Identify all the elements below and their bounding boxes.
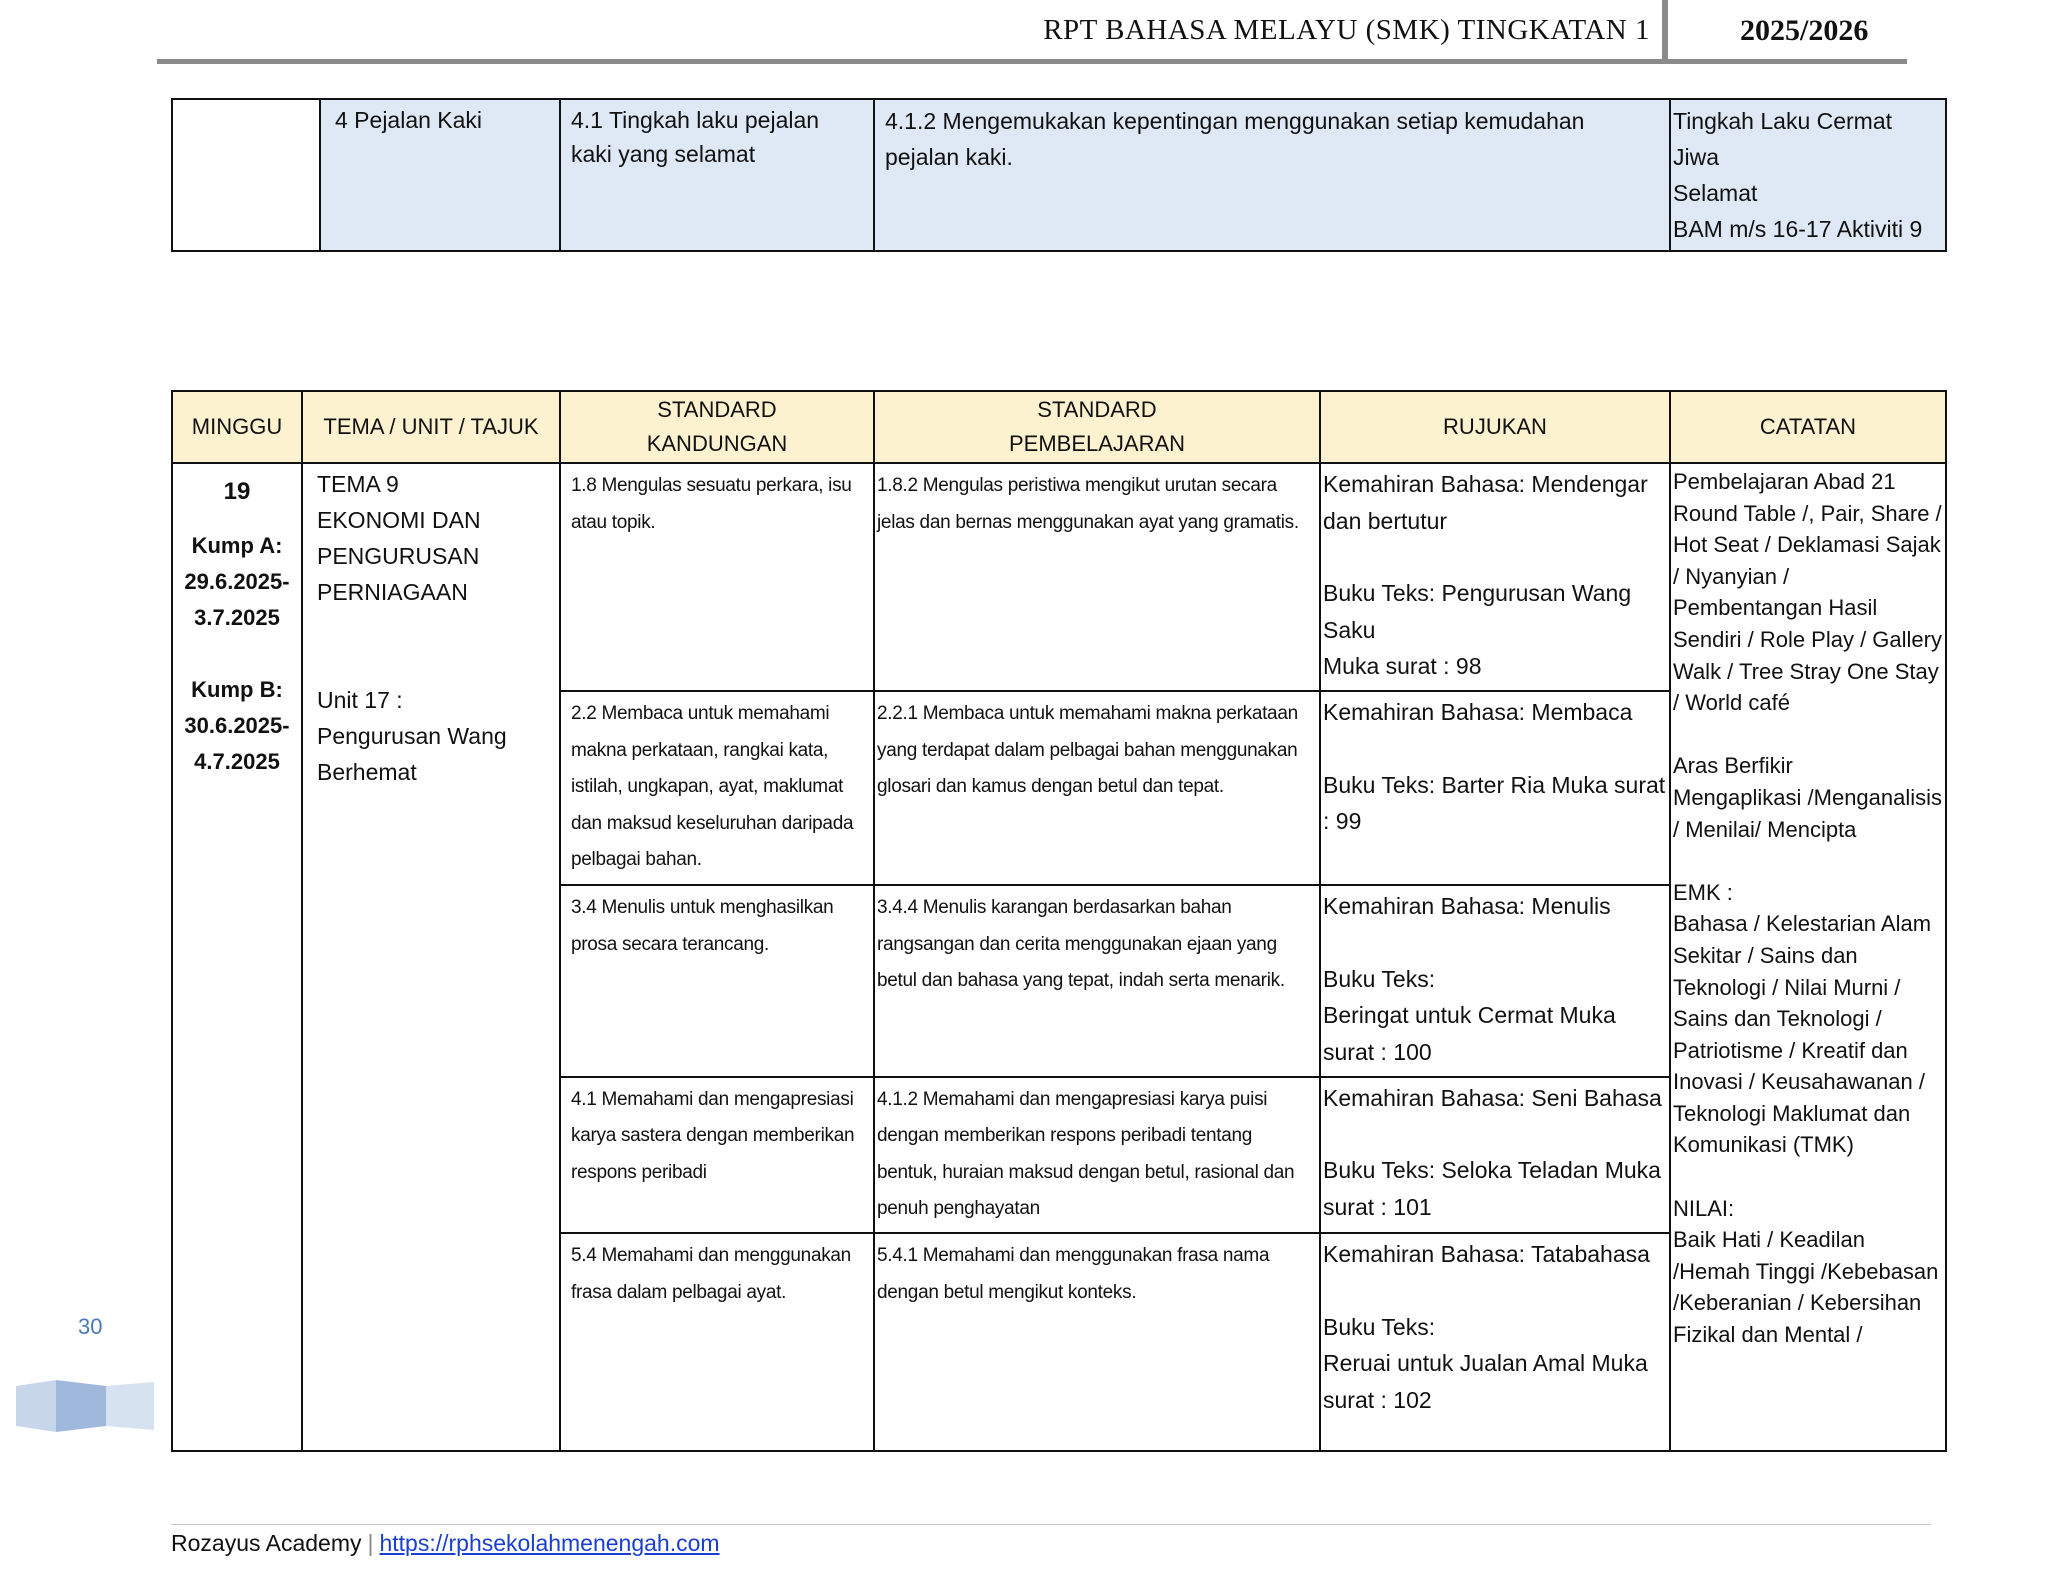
sp-cell: 2.2.1 Membaca untuk memahami makna perkataan yang terdapat dalam pelbagai bahan menggunakan glosari dan kamus dengan betul dan tepat. [874, 691, 1320, 885]
sk-cell: 1.8 Mengulas sesuatu perkara, isu atau topik. [560, 463, 874, 691]
col-header-sk-line2: KANDUNGAN [646, 431, 788, 456]
tajuk-cell: 4 Pejalan Kaki [320, 99, 560, 251]
catatan-line: Tingkah Laku Cermat Jiwa [1673, 108, 1893, 170]
pab-list: Round Table /, Pair, Share / Hot Seat / Deklamasi Sajak / Nyanyian / Pembentangan Hasil Sendiri / Role Play / Gallery Walk / Tree Stray One Stay / World café [1673, 500, 1942, 716]
header-separator [1662, 0, 1668, 62]
unit-title: Pengurusan Wang [317, 723, 507, 749]
nilai-title: NILAI: [1673, 1195, 1735, 1221]
rujukan-cell [1320, 1077, 1670, 1234]
col-header-tema: TEMA / UNIT / TAJUK [302, 391, 560, 463]
sp-cell: 4.1.2 Mengemukakan kepentingan menggunakan setiap kemudahan pejalan kaki. [874, 99, 1670, 251]
catatan-cell [1670, 463, 1946, 1451]
rujukan-kemahiran: Kemahiran Bahasa: Tatabahasa [1323, 1241, 1650, 1268]
sk-cell: 4.1 Tingkah laku pejalan kaki yang selamat [560, 99, 874, 251]
catatan-line: BAM m/s 16-17 Aktiviti 9 [1673, 216, 1923, 242]
footer-separator: | [367, 1530, 374, 1556]
col-header-minggu: MINGGU [172, 391, 302, 463]
sk-cell: 3.4 Menulis untuk menghasilkan prosa secara terancang. [560, 885, 874, 1076]
lesson-plan-table [171, 390, 1947, 1452]
unit-title: Berhemat [317, 759, 417, 785]
sk-cell: 5.4 Memahami dan menggunakan frasa dalam pelbagai ayat. [560, 1233, 874, 1451]
week-number: 19 [223, 478, 251, 505]
sp-cell: 4.1.2 Memahami dan mengapresiasi karya puisi dengan memberikan respons peribadi tentang bentuk, huraian maksud dengan betul, rasional dan penuh penghayatan [874, 1077, 1320, 1234]
col-header-sk-line1: STANDARD [657, 397, 777, 422]
catatan-cell [1670, 99, 1946, 251]
minggu-cell-empty [172, 99, 320, 251]
minggu-cell [172, 463, 302, 1451]
aras-title: Aras Berfikir [1673, 753, 1793, 779]
unit-label: Unit 17 : [317, 687, 403, 713]
rujukan-cell [1320, 885, 1670, 1076]
tema-cell [302, 463, 560, 1451]
tema-line: EKONOMI DAN [317, 507, 481, 533]
continuation-table [171, 98, 1947, 252]
footer-brand: Rozayus Academy [171, 1530, 362, 1556]
sp-cell: 3.4.4 Menulis karangan berdasarkan bahan rangsangan dan cerita menggunakan ejaan yang betul dan bahasa yang tepat, indah serta menarik. [874, 885, 1320, 1076]
footer-rule [171, 1524, 1931, 1525]
nilai-list: Baik Hati / Keadilan /Hemah Tinggi /Kebebasan /Keberanian / Kebersihan Fizikal dan Mental / [1673, 1227, 1939, 1348]
table-row [172, 463, 1946, 691]
footer [171, 1530, 720, 1557]
kump-a-date-start: 29.6.2025- [184, 569, 290, 594]
col-header-rujukan: RUJUKAN [1320, 391, 1670, 463]
kump-b-date-start: 30.6.2025- [184, 713, 290, 738]
document-title: RPT BAHASA MELAYU (SMK) TINGKATAN 1 [1043, 14, 1650, 46]
sp-cell: 1.8.2 Mengulas peristiwa mengikut urutan secara jelas dan bernas menggunakan ayat yang gramatis. [874, 463, 1320, 691]
footer-link[interactable]: https://rphsekolahmenengah.com [379, 1530, 720, 1556]
page-corner-decoration [16, 1376, 154, 1436]
tema-line: PERNIAGAAN [317, 579, 468, 605]
sp-cell: 5.4.1 Memahami dan menggunakan frasa nama dengan betul mengikut konteks. [874, 1233, 1320, 1451]
sk-cell: 2.2 Membaca untuk memahami makna perkataan, rangkai kata, istilah, ungkapan, ayat, maklumat dan maksud keseluruhan daripada pelbagai bahan. [560, 691, 874, 885]
rujukan-cell [1320, 463, 1670, 691]
header-row [172, 391, 1946, 463]
col-header-sp-line1: STANDARD [1037, 397, 1157, 422]
kump-a-label: Kump A: [191, 533, 283, 558]
rujukan-cell [1320, 1233, 1670, 1451]
col-header-sk [560, 391, 874, 463]
rujukan-muka: Reruai untuk Jualan Amal Muka surat : 102 [1323, 1350, 1648, 1413]
aras-list: Mengaplikasi /Menganalisis / Menilai/ Mencipta [1673, 784, 1943, 842]
rujukan-buku: Buku Teks: [1323, 1313, 1436, 1340]
table-row [172, 99, 1946, 251]
rujukan-kemahiran: Kemahiran Bahasa: Membaca [1323, 699, 1633, 726]
session-year: 2025/2026 [1740, 14, 1869, 47]
rujukan-kemahiran: Kemahiran Bahasa: Menulis [1323, 893, 1611, 920]
rujukan-muka: Beringat untuk Cermat Muka surat : 100 [1323, 1002, 1616, 1065]
kump-b-date-end: 4.7.2025 [194, 749, 280, 774]
rujukan-buku: Buku Teks: Seloka Teladan Muka surat : 101 [1323, 1157, 1661, 1220]
tema-line: PENGURUSAN [317, 543, 480, 569]
emk-title: EMK : [1673, 879, 1733, 905]
rujukan-buku: Buku Teks: Barter Ria Muka surat : 99 [1323, 771, 1666, 835]
kump-b-label: Kump B: [191, 677, 283, 702]
col-header-sp-line2: PEMBELAJARAN [1008, 431, 1186, 456]
rujukan-buku: Buku Teks: Pengurusan Wang Saku [1323, 580, 1632, 643]
page-number: 30 [78, 1314, 103, 1339]
rujukan-cell [1320, 691, 1670, 885]
rujukan-kemahiran: Kemahiran Bahasa: Mendengar dan bertutur [1323, 471, 1648, 534]
header-rule [157, 59, 1907, 64]
rujukan-kemahiran: Kemahiran Bahasa: Seni Bahasa [1323, 1084, 1662, 1111]
rujukan-buku: Buku Teks: [1323, 965, 1436, 992]
col-header-sp [874, 391, 1320, 463]
sk-cell: 4.1 Memahami dan mengapresiasi karya sastera dengan memberikan respons peribadi [560, 1077, 874, 1234]
catatan-line: Selamat [1673, 180, 1758, 206]
rujukan-muka: Muka surat : 98 [1323, 653, 1482, 679]
pab-title: Pembelajaran Abad 21 [1673, 469, 1896, 494]
tema-line: TEMA 9 [317, 471, 399, 497]
emk-list: Bahasa / Kelestarian Alam Sekitar / Sains dan Teknologi / Nilai Murni / Sains dan Teknologi / Patriotisme / Kreatif dan Inovasi / Keusahawanan / Teknologi Maklumat dan Komunikasi (TMK) [1673, 911, 1932, 1158]
kump-a-date-end: 3.7.2025 [194, 605, 280, 630]
col-header-catatan: CATATAN [1670, 391, 1946, 463]
